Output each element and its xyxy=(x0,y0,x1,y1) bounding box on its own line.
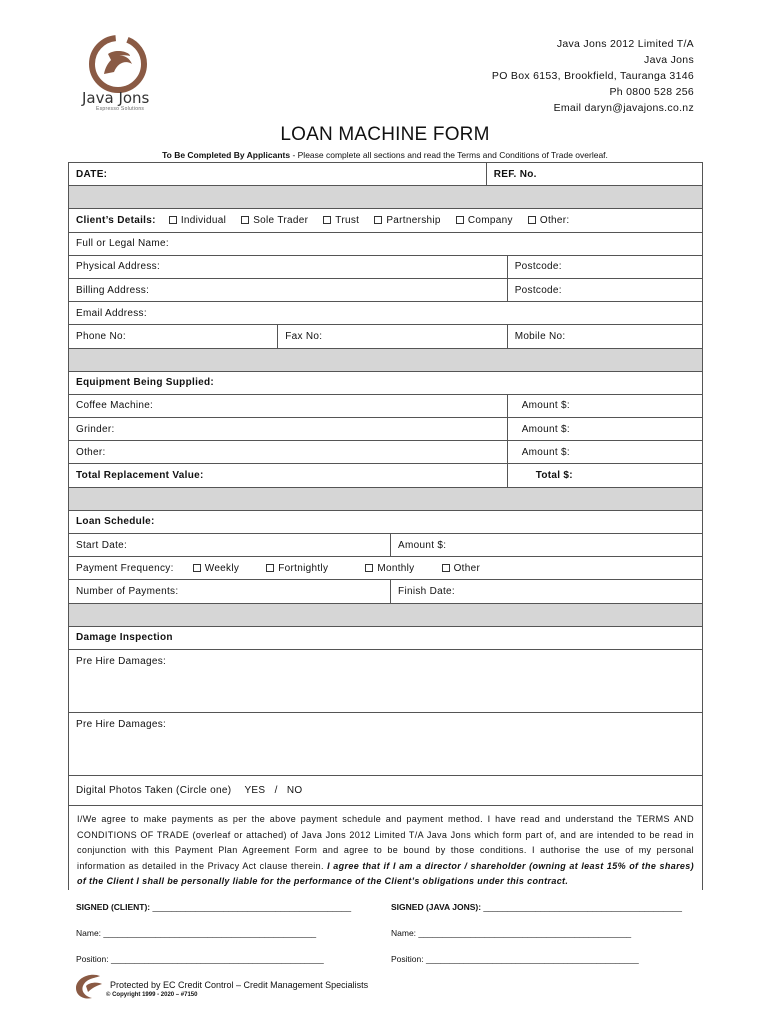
loan-schedule-heading: Loan Schedule: xyxy=(69,510,703,533)
checkbox-icon[interactable] xyxy=(365,564,373,572)
checkbox-icon[interactable] xyxy=(266,564,274,572)
option-sole-trader[interactable]: Sole Trader xyxy=(241,215,308,226)
shaded-divider xyxy=(69,487,703,510)
option-other-frequency[interactable]: Other xyxy=(442,563,481,574)
checkbox-icon[interactable] xyxy=(528,216,536,224)
checkbox-icon[interactable] xyxy=(456,216,464,224)
physical-address-field[interactable]: Physical Address: xyxy=(69,255,508,278)
email-line: Email daryn@javajons.co.nz xyxy=(553,102,694,114)
instructions xyxy=(0,150,770,160)
clients-details-row xyxy=(69,209,703,232)
ref-field[interactable]: REF. No. xyxy=(486,163,702,186)
clients-details-label: Client’s Details: xyxy=(76,214,156,226)
number-payments-field[interactable]: Number of Payments: xyxy=(69,580,391,603)
ec-credit-control-logo xyxy=(72,970,104,1002)
option-other[interactable]: Other: xyxy=(528,215,570,226)
company-address xyxy=(492,36,694,116)
coffee-machine-amount[interactable]: Amount $: xyxy=(507,394,702,417)
other-amount[interactable]: Amount $: xyxy=(507,441,702,464)
checkbox-icon[interactable] xyxy=(193,564,201,572)
checkbox-icon[interactable] xyxy=(374,216,382,224)
client-name-line[interactable]: _____________________________________________ xyxy=(103,928,317,938)
signed-client-label: SIGNED (CLIENT): xyxy=(76,902,151,912)
total-replacement-label: Total Replacement Value: xyxy=(69,464,508,487)
loan-amount-field[interactable]: Amount $: xyxy=(391,534,703,557)
coffee-machine-field[interactable]: Coffee Machine: xyxy=(69,394,508,417)
mobile-field[interactable]: Mobile No: xyxy=(507,325,702,348)
option-trust[interactable]: Trust xyxy=(323,215,359,226)
physical-postcode-field[interactable]: Postcode: xyxy=(507,255,702,278)
digital-photos-label: Digital Photos Taken (Circle one) xyxy=(76,784,232,796)
checkbox-icon[interactable] xyxy=(241,216,249,224)
checkbox-icon[interactable] xyxy=(323,216,331,224)
shaded-divider xyxy=(69,186,703,209)
signature-row xyxy=(76,902,696,912)
damage-inspection-heading: Damage Inspection xyxy=(69,626,703,649)
billing-postcode-field[interactable]: Postcode: xyxy=(507,278,702,301)
terms-director-clause: I agree that if I am a director / shareholder (owning at least 15% of the shares) of the Client I shall be personally liable for the performance of the Client’s obligations under this contract. xyxy=(77,860,694,886)
pre-hire-damages-field-2[interactable]: Pre Hire Damages: xyxy=(69,712,703,775)
phone-line: Ph 0800 528 256 xyxy=(609,86,694,98)
option-fortnightly[interactable]: Fortnightly xyxy=(266,563,328,574)
instructions-text: - Please complete all sections and read the Terms and Conditions of Trade overleaf. xyxy=(290,150,608,160)
javajons-position-line[interactable]: _____________________________________________ xyxy=(425,954,639,964)
option-monthly[interactable]: Monthly xyxy=(365,563,414,574)
payment-frequency-row xyxy=(69,557,703,580)
checkbox-icon[interactable] xyxy=(169,216,177,224)
client-name-label: Name: xyxy=(76,928,102,938)
signed-javajons-label: SIGNED (JAVA JONS): xyxy=(391,902,482,912)
position-row xyxy=(76,954,696,964)
form-title: LOAN MACHINE FORM xyxy=(280,124,490,145)
footer-protected: Protected by EC Credit Control – Credit Management Specialists xyxy=(110,980,369,990)
billing-address-field[interactable]: Billing Address: xyxy=(69,278,508,301)
grinder-field[interactable]: Grinder: xyxy=(69,418,508,441)
start-date-field[interactable]: Start Date: xyxy=(69,534,391,557)
client-position-label: Position: xyxy=(76,954,109,964)
equipment-heading: Equipment Being Supplied: xyxy=(69,371,703,394)
loan-form-table xyxy=(68,162,703,806)
grinder-amount[interactable]: Amount $: xyxy=(507,418,702,441)
fax-field[interactable]: Fax No: xyxy=(278,325,507,348)
terms-agreement xyxy=(68,805,703,890)
yes-no-options[interactable]: YES / NO xyxy=(244,784,303,796)
footer-copyright: © Copyright 1999 - 2020 – #7150 xyxy=(106,992,198,998)
digital-photos-row xyxy=(69,775,703,805)
email-field[interactable]: Email Address: xyxy=(69,302,703,325)
shaded-divider xyxy=(69,348,703,371)
option-company[interactable]: Company xyxy=(456,215,513,226)
address-line: Java Jons 2012 Limited T/A xyxy=(556,38,694,50)
logo-subtitle: Espresso Solutions xyxy=(96,106,145,112)
option-weekly[interactable]: Weekly xyxy=(193,563,239,574)
total-amount[interactable]: Total $: xyxy=(507,464,702,487)
finish-date-field[interactable]: Finish Date: xyxy=(391,580,703,603)
phone-field[interactable]: Phone No: xyxy=(69,325,278,348)
javajons-name-line[interactable]: _____________________________________________ xyxy=(418,928,632,938)
option-partnership[interactable]: Partnership xyxy=(374,215,440,226)
address-line: Java Jons xyxy=(644,54,694,66)
pre-hire-damages-field-1[interactable]: Pre Hire Damages: xyxy=(69,649,703,712)
instructions-bold: To Be Completed By Applicants xyxy=(162,150,291,160)
shaded-divider xyxy=(69,603,703,626)
payment-frequency-label: Payment Frequency: xyxy=(76,562,174,574)
signed-javajons-line[interactable]: __________________________________________ xyxy=(483,902,682,912)
javajons-position-label: Position: xyxy=(391,954,424,964)
client-position-line[interactable]: _____________________________________________ xyxy=(110,954,324,964)
address-line: PO Box 6153, Brookfield, Tauranga 3146 xyxy=(491,70,694,82)
other-equipment-field[interactable]: Other: xyxy=(69,441,508,464)
date-field[interactable]: DATE: xyxy=(69,163,487,186)
full-name-field[interactable]: Full or Legal Name: xyxy=(69,232,703,255)
terms-text: I/We agree to make payments as per the above payment schedule and payment method. I have read and understand the TERMS AND CONDITIONS OF TRADE (overleaf or attached) of Java Jons 2012 Limited T/A Java Jons which form part of, and are intended to be read in conjunction with this Payment Plan Agreement Form and agree to be bound by those conditions. I authorise the use of my personal information as detailed in the Privacy Act clause therein. xyxy=(77,814,694,871)
option-individual[interactable]: Individual xyxy=(169,215,226,226)
javajons-name-label: Name: xyxy=(391,928,417,938)
signed-client-line[interactable]: __________________________________________ xyxy=(152,902,352,912)
logo-name: Java Jons xyxy=(82,89,150,107)
name-row xyxy=(76,928,696,938)
checkbox-icon[interactable] xyxy=(442,564,450,572)
